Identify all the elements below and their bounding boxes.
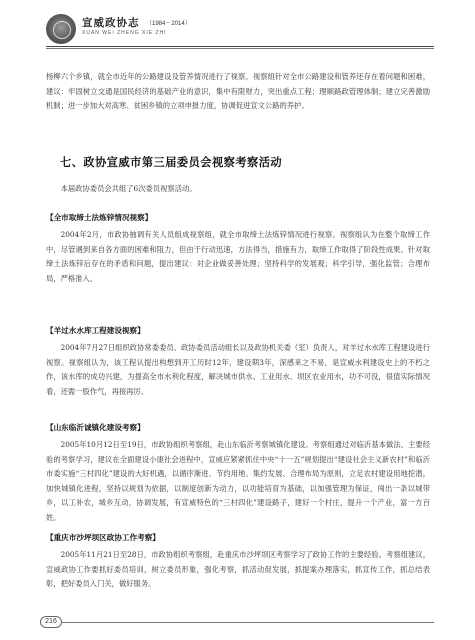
header-pinyin: XUAN WEI ZHENG XIE ZHI (82, 30, 167, 36)
item-text-chongqing: 2005年11月21日至28日，市政协组织考察组，赴重庆市沙坪坝区考察学习了政协工作的主要经验。考察组建议，宣威政协工作要抓好委员培训，树立委员形象，强化考察，抓活动促发展，抓提案办理落实，抓宣传工作，抓总结表彰，把好委员入门关，做好服务。 (46, 550, 430, 589)
item-text-zinc-smelting: 2004年2月，市政协抽调有关人员组成视察组，就全市取缔土法炼锌情况进行视察。视察组认为在整个取缔工作中，尽管遇到来自各方面的困难和阻力，但由于行动迅速，方法得当，措施有力，取缔工作取得了阶段性成果。针对取缔土法炼锌后存在的矛盾和问题，提出建议：对企业做妥善处理；坚持科学的发展观；科学引导，强化监管；合理布局，严格准入。 (46, 230, 430, 283)
page-header (46, 12, 434, 58)
intro-paragraph: 杨柳六个乡镇，就全市近年的公路建设及管养情况进行了视察。视察组针对全市公路建设和管养还存在着问题和困难，建议：牢固树立交通是国民经济的基础产业的意识，集中有限财力，突出重点工程；理顺路政管理体制；建立完善激励机制；进一步加大对高寒、贫困乡镇的立项申报力度，协调促进宣文公路的养护。 (46, 72, 430, 111)
item-heading-reservoir: 【羊过水水库工程建设视察】 (46, 326, 145, 335)
page-number: 216 (40, 616, 62, 628)
item-heading-chongqing: 【重庆市沙坪坝区政协工作考察】 (46, 533, 160, 542)
item-text-reservoir: 2004年7月27日组织政协常委委员、政协委员活动组长以及政协机关委（室）负责人，对羊过水水库工程建设进行视察。视察组认为，该工程认提出构想到开工历时12年，建设期3年，深感来之不易，是宣威水利建设史上的不朽之作，该水库的成功兴建，为提高全市水利化程度，解决城市供水、工业用水、坝区农业用水，功不可没，很值实际情况看，还需一股作气，再接再厉。 (46, 343, 430, 396)
section-title: 七、政协宣威市第三届委员会视察考察活动 (60, 156, 283, 169)
footer-rule (62, 622, 434, 623)
item-heading-linyi: 【山东临沂诚镇化建设考察】 (46, 423, 145, 432)
header-rule (46, 46, 434, 49)
item-heading-zinc-smelting: 【全市取缔土法炼锌情况视察】 (46, 213, 153, 222)
header-title: 宣威政协志 (82, 17, 140, 29)
section-intro: 本届政协委员会共组了6次委员视察活动。 (60, 184, 197, 193)
cppcc-emblem-icon (46, 14, 76, 44)
header-years: （1984－2014） (146, 21, 191, 27)
item-text-linyi: 2005年10月12日至19日，市政协组织考察组，赴山东临沂考察城镇化建设。考察组通过对临沂基本做法、主要经验的考察学习，建议在全面建设小康社会进程中，宣威应紧紧抓住中央“十一五”规划提出“建设社会主义新农村”和临沂市委实施“三村四化”建设的大好机遇，以循序渐进、节约用地、集约发展、合理布局为原则，立足农村建设用地挖潜，加快城镇化进程，坚持以规划为依据，以制度创新为动力，以功能培育为基础，以加强管理为保证，闯出一条以城带乡，以工补农，城乡互动，协调发展，有宣威特色的“三村四化”建设路子，建好一个村庄，提升一个产业，富一方百姓。 (46, 440, 430, 522)
